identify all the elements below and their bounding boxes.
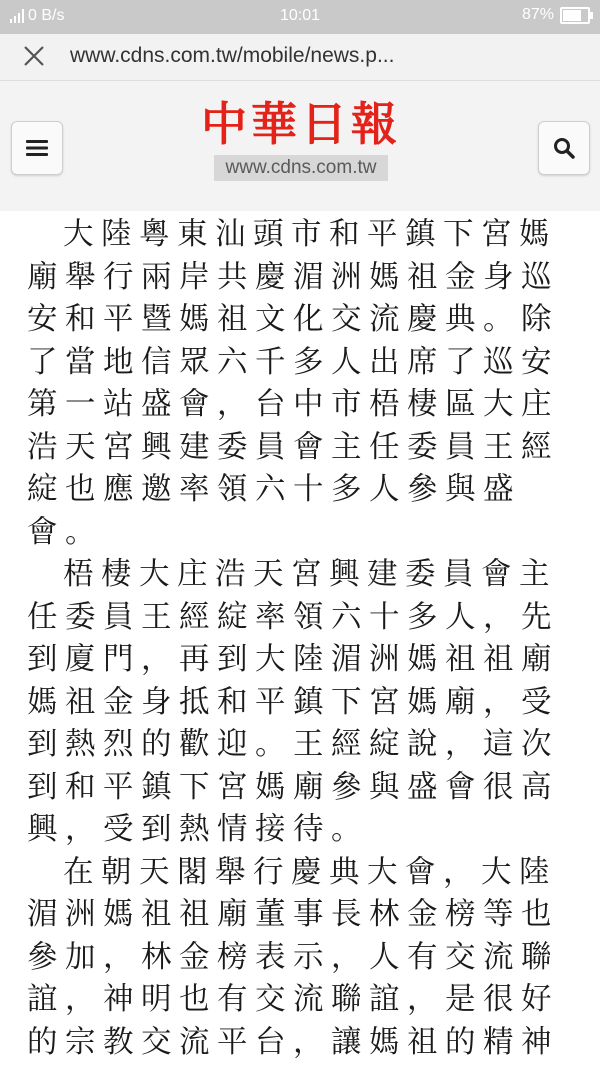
menu-button[interactable] xyxy=(11,121,63,175)
browser-url-bar xyxy=(0,34,600,81)
hamburger-icon xyxy=(25,136,49,160)
logo-domain: www.cdns.com.tw xyxy=(214,155,389,181)
network-speed: 0 B/s xyxy=(28,7,65,24)
article-paragraph: 大陸粵東汕頭市和平鎮下宮媽廟舉行兩岸共慶湄洲媽祖金身巡安和平暨媽祖文化交流慶典。除了當地信眾六千多人出席了巡安第一站盛會，台中市梧棲區大庄浩天宮興建委員會主任委員王經綻也應邀率領六十多人參與盛會。 xyxy=(27,217,559,550)
search-button[interactable] xyxy=(538,121,590,175)
article-paragraph: 在朝天閣舉行慶典大會，大陸湄洲媽祖祖廟董事長林金榜等也參加，林金榜表示，人有交流聯誼，神明也有交流聯誼，是很好的宗教交流平台，讓媽祖的精神 xyxy=(27,854,559,1060)
search-icon xyxy=(552,136,576,160)
article-paragraph: 梧棲大庄浩天宮興建委員會主任委員王經綻率領六十多人，先到廈門，再到大陸湄洲媽祖祖廟媽祖金身抵和平鎮下宮媽廟，受到熱烈的歡迎。王經綻說，這次到和平鎮下宮媽廟參與盛會很高興，受到熱情接待。 xyxy=(27,557,559,847)
close-icon[interactable] xyxy=(20,42,48,70)
battery-percent: 87% xyxy=(521,6,554,23)
status-right xyxy=(522,6,590,24)
logo-title: 中華日報 xyxy=(201,97,401,151)
status-bar xyxy=(0,0,600,34)
site-logo[interactable] xyxy=(190,97,412,181)
article-body xyxy=(27,214,575,1064)
battery-icon xyxy=(560,7,590,24)
status-time: 10:01 xyxy=(279,7,321,24)
site-header xyxy=(0,81,600,211)
url-text[interactable]: www.cdns.com.tw/mobile/news.p... xyxy=(70,44,395,67)
